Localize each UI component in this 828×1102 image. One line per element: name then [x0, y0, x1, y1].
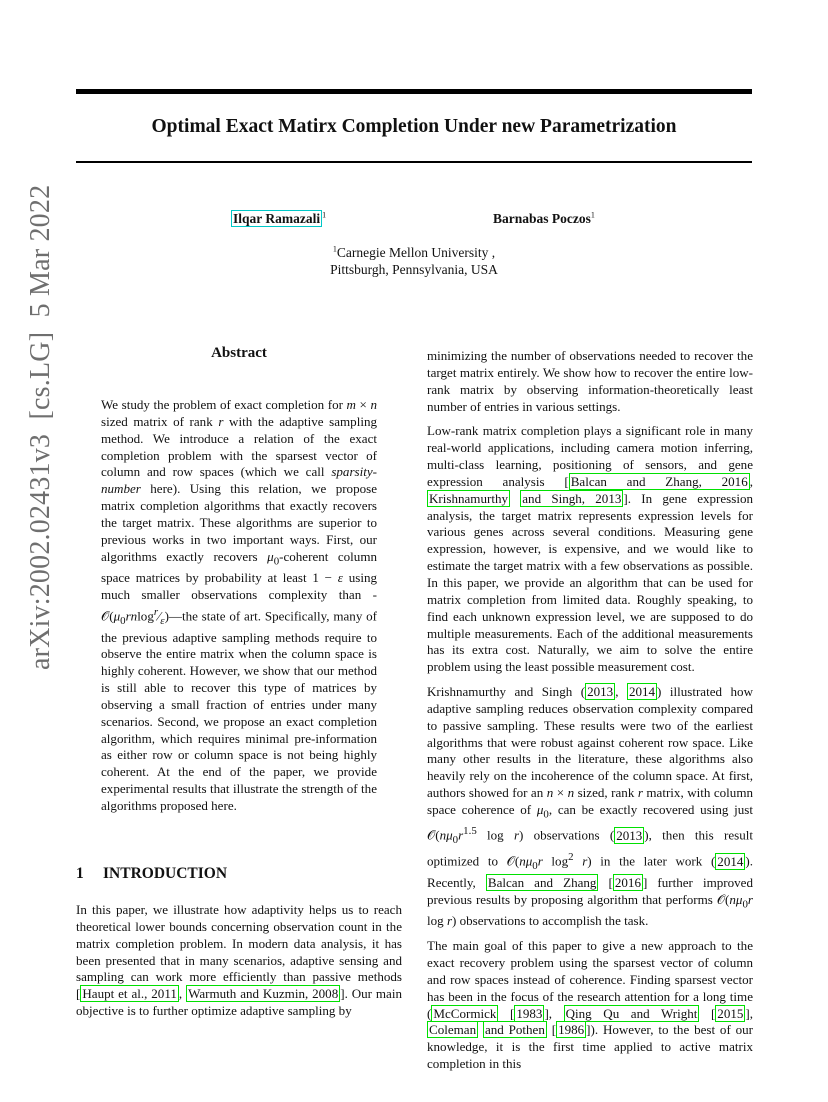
author-1-name[interactable]: Ilqar Ramazali [233, 211, 321, 226]
affiliation [200, 244, 628, 278]
citation-link[interactable]: Coleman [429, 1022, 477, 1038]
citation-link[interactable]: 2014 [628, 684, 656, 700]
section-title: INTRODUCTION [103, 865, 228, 882]
citation-link[interactable]: 2013 [616, 827, 643, 843]
author-1-sup: 1 [322, 210, 327, 220]
citation-link[interactable]: 1986 [558, 1022, 585, 1038]
citation-link[interactable]: Balcan and Zhang, 2016 [570, 473, 748, 489]
affil-line-2: Pittsburgh, Pennsylvania, USA [330, 262, 498, 277]
citation-link[interactable]: 2013 [587, 684, 614, 700]
citation-link[interactable]: and Pothen [484, 1022, 545, 1038]
citation-link[interactable]: 2014 [717, 853, 744, 869]
abstract-heading: Abstract [211, 345, 267, 361]
paper-title: Optimal Exact Matirx Completion Under new Parametrization [151, 116, 677, 137]
author-2-sup: 1 [590, 210, 595, 220]
citation-link[interactable]: Haupt et al., 2011 [82, 986, 177, 1002]
citation-link[interactable]: Balcan and Zhang [487, 874, 597, 890]
abstract-body: We study the problem of exact completion for m × n sized matrix of rank r with the adaptive sampling method. We introduce a relation of the exact completion problem with the sparsest vector of column and row spaces (which we call sparsity-number here). Using this relation, we propose matrix completion algorithms that exactly recovers the target matrix. These algorithms are superior to previous works in two important ways. First, our algorithms exactly recovers $\mu_0$-coherent column space matrices by probability at least 1 − ε using much smaller observations complexity than - $𝒪(\mu_0rnlog^r⁄_\varepsilon)—the$ state of art. Specifically, many of the previous adaptive sampling methods require to observe the entire matrix when the column space is highly coherent. However, we show that our method is still able to recover this type of matrices by observing a small fraction of entries under many scenarios. Second, we propose an exact completion algorithm, which requires minimal pre-information as either row or column space is not being highly coherent. At the end of the paper, we provide experimental results that illustrate the strength of the algorithms proposed here. [101, 397, 378, 813]
citation-link[interactable]: 1983 [516, 1005, 543, 1021]
citation-link[interactable]: Qing Qu and Wright [565, 1005, 698, 1021]
top-rule [76, 89, 752, 94]
citation-link[interactable]: Warmuth and Kuzmin, 2008 [188, 986, 339, 1002]
right-column: minimizing the number of observations needed to recover the target matrix entirely. We show how to recover the entire low-rank matrix by observing information-theoretically least number of entries in various settings. Low-rank matrix completion plays a significant role in many real-world applications, including camera motion inferring, multi-class learning, positioning of sensors, and gene expression analysis [ Balcan and Zhang, 2016 , Krishnamurthy and Singh, 2013 ]. In gene expression analysis, the target matrix represents expression levels for various genes across several conditions. Measuring gene expression, however, is expensive, and we would like to estimate the target matrix with a few observations as possible. In this paper, we provide an algorithm that can be used for matrix completion from limited data. Roughly speaking, to find each unknown expression level, we are supposed to do multiple measurements. Each of the additional measurements has its extra cost. Naturally, we aim to solve the entire problem using the least possible measurement cost. Krishnamurthy and Singh ( 2013 , 2014 ) illustrated how adaptive sampling reduces observation complexity compared to passive sampling. These results were two of the earliest algorithms that were robust against coherent row space. Like many other results in the literature, these algorithms also heavily rely on the incoherence of the column space. At first, authors showed for an n × n sized, rank r matrix, with column space coherence of $\mu_0$, can be exactly recovered using just $𝒪(n\mu_0r^{1.5}$ log r) observations ( 2013 ), then this result optimized to $𝒪(n\mu_0r$ $\log^2 r$) in the later work ( 2014 ). Recently, Balcan and Zhang [ 2016 ] further improved previous results by proposing algorithm that performs $𝒪(n\mu_0r$ log r) observations to accomplish the task. The main goal of this paper to give a new approach to the exact recovery problem using the sparsest vector of column and row spaces instead of coherence. Finding sparsest vector has been in the focus of the research attention for a long time ( McCormick [ 1983 ], Qing Qu and Wright [ 2015 ], Coleman and Pothen [ 1986 ]). However, to the best of our knowledge, it is the first time applied to active matrix completion in this [427, 348, 754, 1072]
intro-left-column: In this paper, we illustrate how adaptivity helps us to reach theoretical lower bounds concerning observation count in the matrix completion problem. In modern data analysis, it has been presented that in many scenarios, adaptive sensing and sampling can work more efficiently than passive methods [ Haupt et al., 2011 , Warmuth and Kuzmin, 2008 ]. Our main objective is to further optimize adaptive sampling by [76, 902, 402, 1019]
author-1 [231, 211, 326, 227]
author-2 [493, 211, 595, 227]
affil-line-1: Carnegie Mellon University , [336, 245, 496, 260]
citation-link[interactable]: 2016 [614, 874, 641, 890]
arxiv-sidebar-stamp: arXiv:2002.02431v3 [cs.LG] 5 Mar 2022 [25, 184, 56, 670]
section-number: 1 [76, 865, 84, 882]
citation-link[interactable]: and Singh, 2013 [522, 490, 622, 506]
section-heading-introduction [76, 865, 227, 883]
citation-link[interactable]: 2015 [717, 1005, 744, 1021]
title-rule [76, 161, 752, 163]
affil-sup: 1 [332, 244, 337, 254]
author-2-name: Barnabas Poczos [493, 211, 591, 226]
citation-link[interactable]: Krishnamurthy [429, 490, 508, 506]
citation-link[interactable]: McCormick [433, 1005, 497, 1021]
